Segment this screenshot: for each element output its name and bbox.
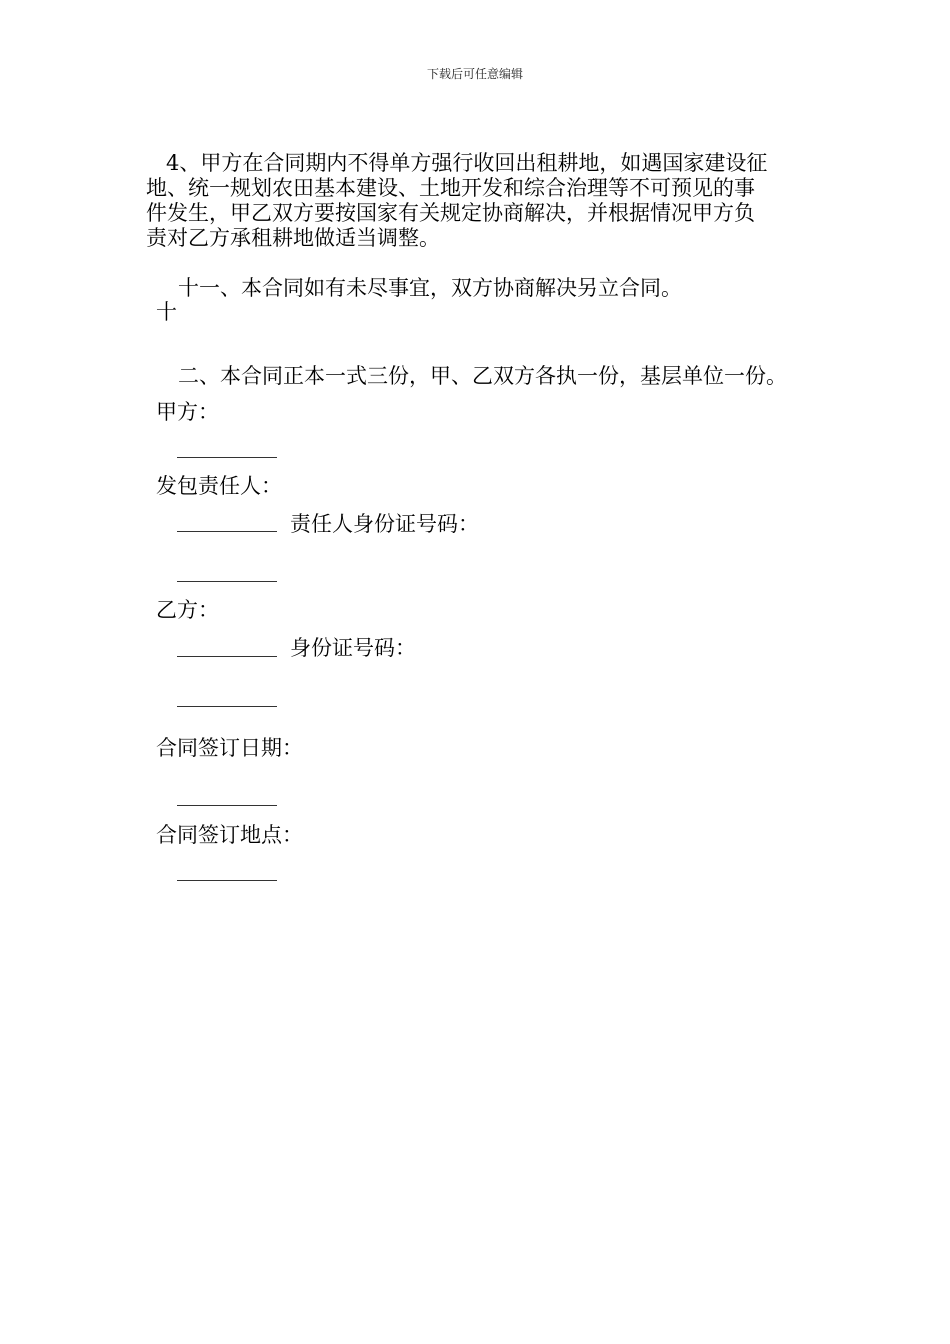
responsible-id-label: 责任人身份证号码： [290, 512, 479, 536]
id-blank[interactable] [177, 706, 277, 707]
responsible-id-blank[interactable] [177, 581, 277, 582]
clause4-line-3: 件发生，甲乙双方要按国家有关规定协商解决，并根据情况甲方负 [146, 201, 755, 225]
clause4-line-1: 4、甲方在合同期内不得单方强行收回出租耕地，如遇国家建设征 [166, 151, 768, 175]
party-b-blank[interactable] [177, 656, 277, 657]
clause11-tail: 十 [156, 300, 177, 324]
signing-place-label: 合同签订地点： [156, 823, 303, 847]
clause4-line-2: 地、统一规划农田基本建设、土地开发和综合治理等不可预见的事 [146, 176, 755, 200]
page-header-note: 下载后可任意编辑 [426, 67, 523, 81]
id-label: 身份证号码： [290, 636, 416, 660]
clause4-line-4: 责对乙方承租耕地做适当调整。 [146, 226, 440, 250]
signing-place-blank[interactable] [177, 880, 277, 881]
contractor-label: 发包责任人： [156, 474, 282, 498]
clause12-text: 二、本合同正本一式三份，甲、乙双方各执一份，基层单位一份。 [178, 364, 787, 388]
signing-date-blank[interactable] [177, 805, 277, 806]
signing-date-label: 合同签订日期： [156, 736, 303, 760]
contractor-blank[interactable] [177, 531, 277, 532]
party-b-label: 乙方： [156, 598, 219, 622]
clause11-text: 十一、本合同如有未尽事宜，双方协商解决另立合同。 [178, 276, 682, 300]
party-a-blank[interactable] [177, 457, 277, 458]
party-a-label: 甲方： [156, 400, 219, 424]
